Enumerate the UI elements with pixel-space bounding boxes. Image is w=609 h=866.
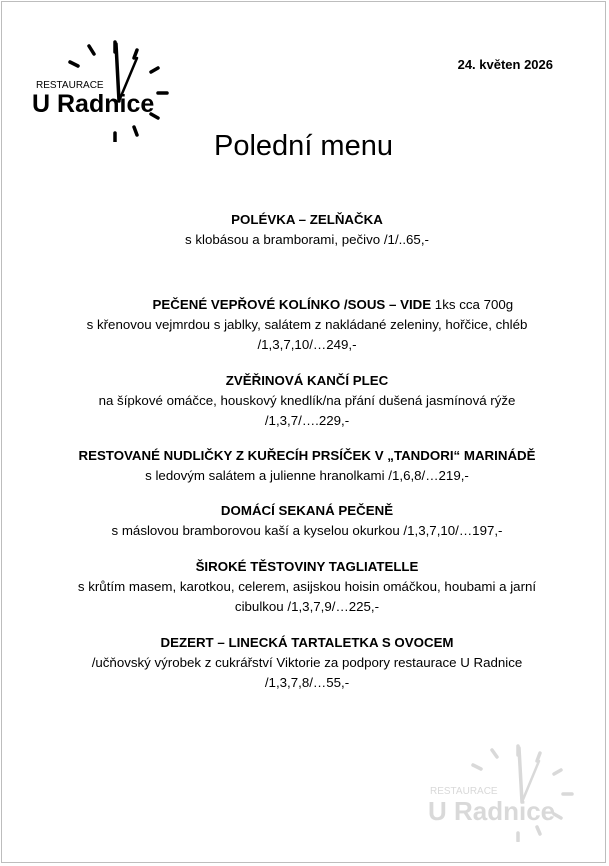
- menu-item: [42, 557, 572, 617]
- menu-item-description: /1,3,7,10/…249,-: [257, 337, 357, 352]
- menu-item-description: s klobásou a bramborami, pečivo /1/..65,-: [185, 232, 429, 247]
- menu-item-name: PEČENÉ VEPŘOVÉ KOLÍNKO /SOUS – VIDE: [152, 297, 432, 312]
- menu-item-description: /1,3,7/….229,-: [264, 413, 350, 428]
- watermark-big-text: U Radnice: [428, 796, 556, 826]
- menu-item: [42, 371, 572, 431]
- page-title: Polední menu: [214, 130, 393, 162]
- menu-item: [42, 446, 572, 486]
- menu-item-portion: 1ks cca 700g: [431, 297, 514, 312]
- menu-item: [42, 501, 572, 541]
- menu-item-name: RESTOVANÉ NUDLIČKY Z KUŘECÍH PRSÍČEK V „TANDORI“ MARINÁDĚ: [78, 448, 536, 463]
- menu-item-description: s krůtím masem, karotkou, celerem, asijskou hoisin omáčkou, houbami a jarní: [77, 579, 537, 594]
- menu-item: [42, 295, 572, 355]
- clock-watermark-icon: [420, 742, 585, 842]
- menu-item-description: /1,3,7,8/…55,-: [264, 675, 350, 690]
- menu-item-description: s máslovou bramborovou kaší a kyselou okurkou /1,3,7,10/…197,-: [111, 523, 503, 538]
- logo-small-text: RESTAURACE: [36, 80, 104, 91]
- clock-icon: [22, 38, 172, 142]
- menu-item-description: cibulkou /1,3,7,9/…225,-: [234, 599, 380, 614]
- menu-item-name: ŠIROKÉ TĚSTOVINY TAGLIATELLE: [195, 559, 419, 574]
- menu-item: [42, 633, 572, 693]
- menu-item-description: na šípkové omáčce, houskový knedlík/na přání dušená jasmínová rýže: [98, 393, 516, 408]
- menu-item-name: ZVĚŘINOVÁ KANČÍ PLEC: [225, 373, 389, 388]
- menu-item-description: /učňovský výrobek z cukrářství Viktorie za podpory restaurace U Radnice: [91, 655, 523, 670]
- restaurant-logo-watermark: [420, 742, 585, 842]
- menu-item-name: POLÉVKA – ZELŇAČKA: [231, 212, 383, 227]
- restaurant-logo: [22, 38, 172, 142]
- watermark-small-text: RESTAURACE: [430, 786, 498, 797]
- menu-item-description: s křenovou vejmrdou s jablky, salátem z nakládané zeleniny, hořčice, chléb: [86, 317, 528, 332]
- menu-date: 24. květen 2026: [457, 57, 553, 72]
- menu-item-name: DOMÁCÍ SEKANÁ PEČENĚ: [220, 503, 394, 518]
- menu-item-name: DEZERT – LINECKÁ TARTALETKA S OVOCEM: [160, 635, 454, 650]
- menu-page: [1, 1, 606, 863]
- menu-item-description: s ledovým salátem a julienne hranolkami /1,6,8/…219,-: [145, 468, 469, 483]
- logo-big-text: U Radnice: [32, 90, 155, 118]
- menu-item: [42, 210, 572, 250]
